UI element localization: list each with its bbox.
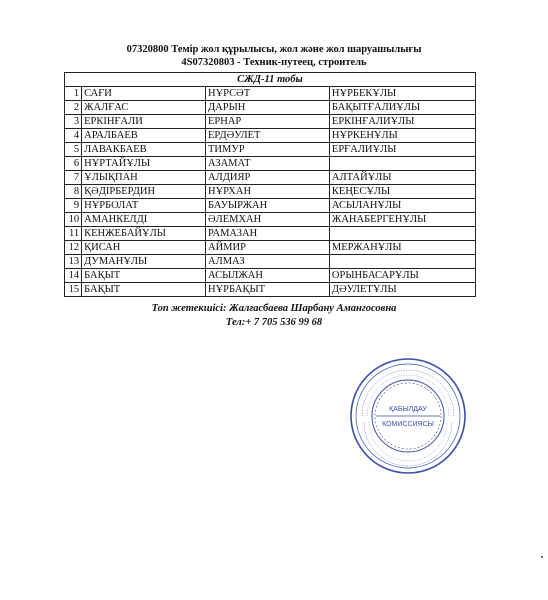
surname-cell: ҚИСАН: [82, 241, 206, 255]
table-row: [65, 115, 476, 129]
patronymic-cell: ЖАНАБЕРГЕНҰЛЫ: [329, 213, 475, 227]
surname-cell: ҚӘДІРБЕРДИН: [82, 185, 206, 199]
row-number-cell: 7: [65, 171, 82, 185]
name-cell: АЙМИР: [206, 241, 330, 255]
surname-cell: ҰЛЫҚПАН: [82, 171, 206, 185]
table-row: [65, 87, 476, 101]
name-cell: АСЫЛЖАН: [206, 269, 330, 283]
patronymic-cell: ОРЫНБАСАРҰЛЫ: [329, 269, 475, 283]
table-row: [65, 213, 476, 227]
row-number-cell: 2: [65, 101, 82, 115]
patronymic-cell: ДӘУЛЕТҰЛЫ: [329, 283, 475, 297]
name-cell: РАМАЗАН: [206, 227, 330, 241]
row-number-cell: 3: [65, 115, 82, 129]
surname-cell: НҰРБОЛАТ: [82, 199, 206, 213]
row-number-cell: 14: [65, 269, 82, 283]
row-number-cell: 11: [65, 227, 82, 241]
patronymic-cell: МЕРЖАНҰЛЫ: [329, 241, 475, 255]
row-number-cell: 15: [65, 283, 82, 297]
surname-cell: НҰРТАЙҰЛЫ: [82, 157, 206, 171]
row-number-cell: 6: [65, 157, 82, 171]
surname-cell: БАҚЫТ: [82, 269, 206, 283]
patronymic-cell: [329, 157, 475, 171]
table-row: [65, 199, 476, 213]
patronymic-cell: [329, 255, 475, 269]
surname-cell: БАҚЫТ: [82, 283, 206, 297]
name-cell: ЕРНАР: [206, 115, 330, 129]
document-title: 07320800 Темір жол құрылысы, жол және жол шаруашылығы: [126, 44, 422, 55]
name-cell: ДАРЫН: [206, 101, 330, 115]
row-number-cell: 9: [65, 199, 82, 213]
surname-cell: АМАНКЕЛДІ: [82, 213, 206, 227]
row-number-cell: 13: [65, 255, 82, 269]
table-row: [65, 129, 476, 143]
row-number-cell: 5: [65, 143, 82, 157]
name-cell: АЛМАЗ: [206, 255, 330, 269]
patronymic-cell: АЛТАЙҰЛЫ: [329, 171, 475, 185]
name-cell: ӘЛЕМХАН: [206, 213, 330, 227]
student-table-body: [65, 73, 476, 297]
row-number-cell: 12: [65, 241, 82, 255]
table-row: [65, 101, 476, 115]
patronymic-cell: КЕҢЕСҰЛЫ: [329, 185, 475, 199]
table-row: [65, 255, 476, 269]
surname-cell: КЕНЖЕБАЙҰЛЫ: [82, 227, 206, 241]
table-row: [65, 171, 476, 185]
patronymic-cell: АСЫЛАНҰЛЫ: [329, 199, 475, 213]
student-table: [64, 72, 476, 297]
table-row: [65, 241, 476, 255]
table-row: [65, 283, 476, 297]
table-row: [65, 185, 476, 199]
name-cell: ТИМУР: [206, 143, 330, 157]
scan-speck: [541, 556, 543, 558]
table-header-row: [65, 73, 476, 87]
table-row: [65, 227, 476, 241]
phone-line: Тел:+ 7 705 536 99 68: [225, 317, 323, 328]
row-number-cell: 10: [65, 213, 82, 227]
admission-commission-stamp: [348, 356, 468, 476]
patronymic-cell: НҰРБЕКҰЛЫ: [329, 87, 475, 101]
surname-cell: ЖАЛҒАС: [82, 101, 206, 115]
table-row: [65, 157, 476, 171]
row-number-cell: 8: [65, 185, 82, 199]
table-row: [65, 269, 476, 283]
patronymic-cell: БАҚЫТҒАЛИҰЛЫ: [329, 101, 475, 115]
group-title: СЖД-11 тобы: [65, 73, 476, 87]
patronymic-cell: ЕРКІНҒАЛИҰЛЫ: [329, 115, 475, 129]
patronymic-cell: НҰРКЕНҰЛЫ: [329, 129, 475, 143]
stamp-text-line2: КОМИССИЯСЫ: [382, 421, 434, 428]
name-cell: НҰРХАН: [206, 185, 330, 199]
table-row: [65, 143, 476, 157]
surname-cell: ЛАВАКБАЕВ: [82, 143, 206, 157]
surname-cell: АРАЛБАЕВ: [82, 129, 206, 143]
surname-cell: ДУМАНҰЛЫ: [82, 255, 206, 269]
name-cell: ЕРДӘУЛЕТ: [206, 129, 330, 143]
row-number-cell: 4: [65, 129, 82, 143]
stamp-text-line1: ҚАБЫЛДАУ: [389, 406, 427, 413]
row-number-cell: 1: [65, 87, 82, 101]
surname-cell: САҒИ: [82, 87, 206, 101]
name-cell: БАУЫРЖАН: [206, 199, 330, 213]
name-cell: НҰРБАҚЫТ: [206, 283, 330, 297]
name-cell: НҰРСӘТ: [206, 87, 330, 101]
surname-cell: ЕРКІНҒАЛИ: [82, 115, 206, 129]
name-cell: АЛДИЯР: [206, 171, 330, 185]
patronymic-cell: [329, 227, 475, 241]
document-subtitle: 4S07320803 - Техник-путеец, строитель: [181, 57, 367, 68]
name-cell: АЗАМАТ: [206, 157, 330, 171]
supervisor-line: Топ жетекшісі: Жалғасбаева Шарбану Амангосовна: [151, 303, 397, 314]
patronymic-cell: ЕРҒАЛИҰЛЫ: [329, 143, 475, 157]
